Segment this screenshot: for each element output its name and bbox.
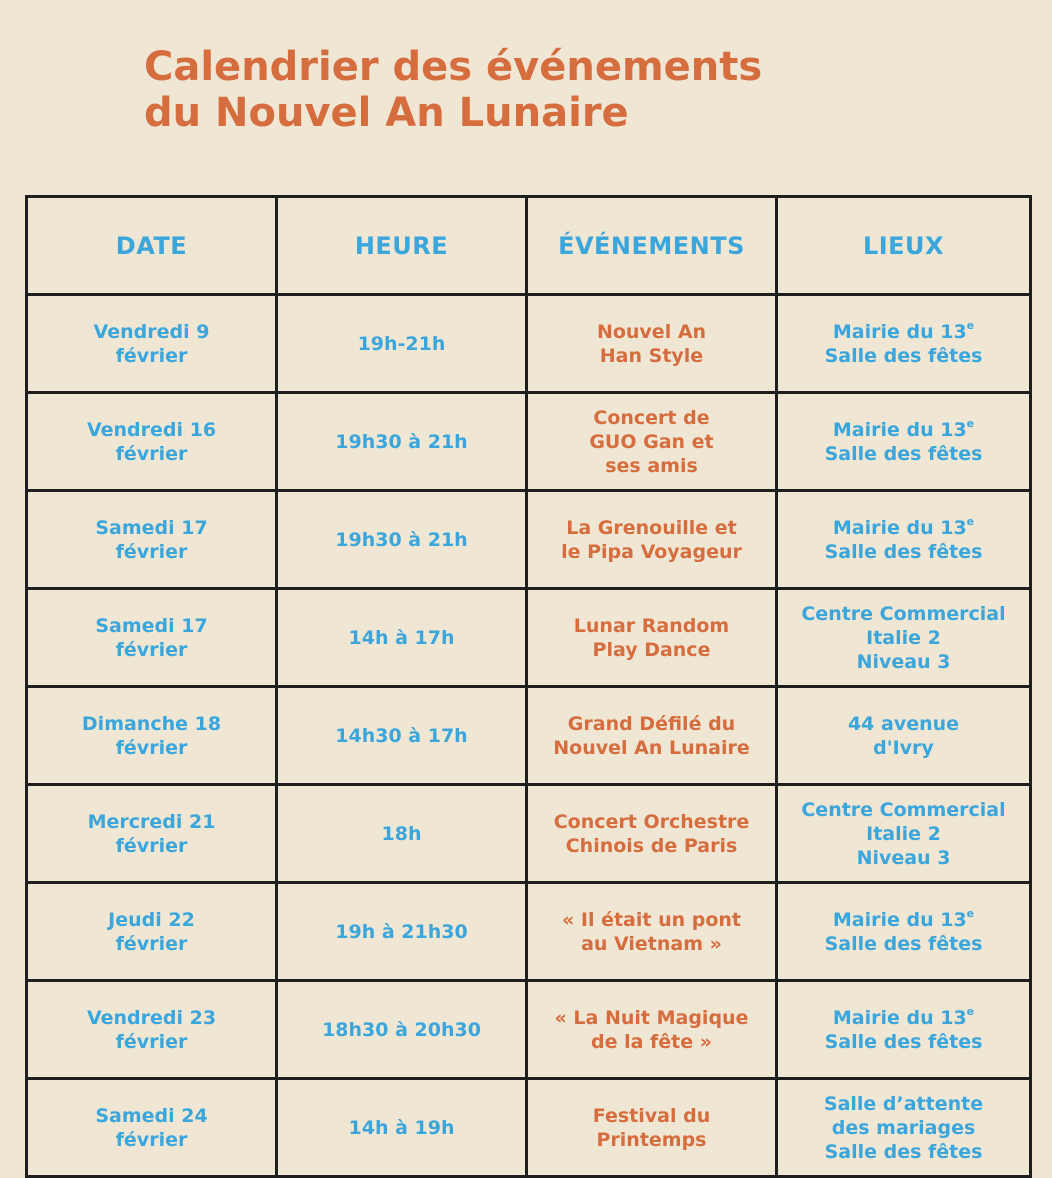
ordinal-superscript: e [966,417,975,431]
header-time: HEURE [277,197,527,295]
place-cell-text: Salle des fêtes [824,932,983,955]
place-cell-line [784,932,1023,956]
table-body [27,295,1031,1177]
event-cell-line: Play Dance [592,638,711,661]
event-cell [527,295,777,393]
date-cell [27,295,277,393]
time-cell [277,687,527,785]
place-cell-text: Mairie du 13 [832,320,967,343]
place-cell-text: Centre Commercial [801,798,1006,821]
event-cell-line: « La Nuit Magique [554,1006,749,1029]
event-cell-line: Printemps [596,1128,707,1151]
date-cell [27,883,277,981]
place-cell-line [784,736,1023,760]
place-cell [777,1079,1031,1177]
place-cell-text: Niveau 3 [856,846,951,869]
place-cell [777,981,1031,1079]
table-row [27,981,1031,1079]
header-event: ÉVÉNEMENTS [527,197,777,295]
place-cell-line [784,846,1023,870]
date-cell [27,687,277,785]
place-cell-text: Mairie du 13 [832,418,967,441]
time-cell-line: 14h30 à 17h [335,724,468,747]
time-cell-line: 19h à 21h30 [335,920,468,943]
event-cell-line: le Pipa Voyageur [561,540,742,563]
place-cell [777,883,1031,981]
date-cell [27,491,277,589]
place-cell-text: Mairie du 13 [832,516,967,539]
time-cell [277,981,527,1079]
place-cell-text: Salle des fêtes [824,1030,983,1053]
place-cell-text: Italie 2 [866,822,941,845]
event-cell [527,589,777,687]
time-cell [277,785,527,883]
ordinal-superscript: e [966,319,975,333]
time-cell-line: 19h-21h [357,332,446,355]
event-cell-line: Nouvel An [596,320,707,343]
place-cell-text: 44 avenue [847,712,960,735]
header-place: LIEUX [777,197,1031,295]
time-cell [277,491,527,589]
place-cell [777,785,1031,883]
event-cell-line: Han Style [599,344,704,367]
date-cell-line: Samedi 17 [95,516,208,539]
page-title [144,44,762,136]
place-cell [777,491,1031,589]
page-title-line-2: du Nouvel An Lunaire [144,90,629,136]
event-cell-line: Concert Orchestre [553,810,750,833]
event-cell [527,491,777,589]
event-cell-line: Concert de [593,406,710,429]
time-cell-line: 14h à 19h [348,1116,455,1139]
time-cell-line: 14h à 17h [348,626,455,649]
place-cell-line [784,822,1023,846]
event-cell-line: Festival du [592,1104,711,1127]
time-cell-line: 18h [381,822,422,845]
place-cell-text: Centre Commercial [801,602,1006,625]
ordinal-superscript: e [966,1005,975,1019]
date-cell-line: février [115,932,188,955]
table-header [27,197,1031,295]
event-cell-line: Lunar Random [573,614,730,637]
event-cell-line: Nouvel An Lunaire [553,736,750,759]
place-cell-line [784,1140,1023,1164]
time-cell [277,883,527,981]
date-cell-line: Vendredi 16 [86,418,217,441]
table-row [27,883,1031,981]
date-cell [27,589,277,687]
date-cell-line: Dimanche 18 [81,712,222,735]
table-row [27,295,1031,393]
date-cell [27,785,277,883]
event-cell-line: GUO Gan et [589,430,714,453]
place-cell-line [784,344,1023,368]
table-row [27,491,1031,589]
date-cell-line: février [115,540,188,563]
place-cell-line [784,1006,1023,1030]
date-cell-line: février [115,1128,188,1151]
event-cell-line: Grand Défilé du [567,712,736,735]
table-row [27,393,1031,491]
place-cell-text: Niveau 3 [856,650,951,673]
event-cell-line: La Grenouille et [566,516,737,539]
event-cell-line: Chinois de Paris [565,834,738,857]
place-cell-line [784,602,1023,626]
events-table [25,195,1032,1178]
ordinal-superscript: e [966,515,975,529]
date-cell-line: février [115,1030,188,1053]
ordinal-superscript: e [966,907,975,921]
page-title-line-1: Calendrier des événements [144,44,763,90]
event-cell-line: au Vietnam » [581,932,722,955]
header-row [27,197,1031,295]
place-cell-line [784,442,1023,466]
date-cell-line: Vendredi 23 [86,1006,217,1029]
place-cell-text: Salle des fêtes [824,442,983,465]
place-cell-text: Italie 2 [866,626,941,649]
place-cell [777,393,1031,491]
place-cell [777,589,1031,687]
date-cell [27,393,277,491]
place-cell [777,295,1031,393]
place-cell-line [784,908,1023,932]
time-cell [277,1079,527,1177]
place-cell-line [784,320,1023,344]
table-row [27,687,1031,785]
place-cell-line [784,540,1023,564]
place-cell-line [784,516,1023,540]
time-cell-line: 18h30 à 20h30 [322,1018,481,1041]
event-cell [527,687,777,785]
place-cell-line [784,712,1023,736]
date-cell-line: février [115,638,188,661]
place-cell-line [784,1116,1023,1140]
date-cell [27,981,277,1079]
event-cell [527,1079,777,1177]
table-row [27,785,1031,883]
time-cell [277,589,527,687]
date-cell-line: février [115,344,188,367]
date-cell-line: février [115,834,188,857]
event-cell-line: ses amis [605,454,698,477]
place-cell-text: Mairie du 13 [832,908,967,931]
place-cell-text: Mairie du 13 [832,1006,967,1029]
header-date: DATE [27,197,277,295]
date-cell-line: Mercredi 21 [87,810,216,833]
event-cell [527,393,777,491]
time-cell-line: 19h30 à 21h [335,528,468,551]
event-cell-line: de la fête » [590,1030,713,1053]
event-cell [527,883,777,981]
table-row [27,1079,1031,1177]
place-cell-text: Salle des fêtes [824,344,983,367]
date-cell-line: février [115,442,188,465]
event-cell [527,981,777,1079]
place-cell-line [784,418,1023,442]
event-cell-line: « Il était un pont [561,908,741,931]
place-cell [777,687,1031,785]
date-cell-line: février [115,736,188,759]
date-cell-line: Vendredi 9 [93,320,210,343]
place-cell-line [784,1030,1023,1054]
place-cell-text: Salle d’attente [823,1092,984,1115]
place-cell-text: des mariages [831,1116,976,1139]
place-cell-line [784,1092,1023,1116]
place-cell-text: d'Ivry [873,736,934,759]
place-cell-text: Salle des fêtes [824,540,983,563]
time-cell [277,393,527,491]
date-cell [27,1079,277,1177]
place-cell-line [784,798,1023,822]
place-cell-line [784,650,1023,674]
time-cell [277,295,527,393]
place-cell-line [784,626,1023,650]
date-cell-line: Samedi 17 [95,614,208,637]
event-cell [527,785,777,883]
place-cell-text: Salle des fêtes [824,1140,983,1163]
date-cell-line: Samedi 24 [95,1104,208,1127]
table-row [27,589,1031,687]
date-cell-line: Jeudi 22 [108,908,195,931]
time-cell-line: 19h30 à 21h [335,430,468,453]
